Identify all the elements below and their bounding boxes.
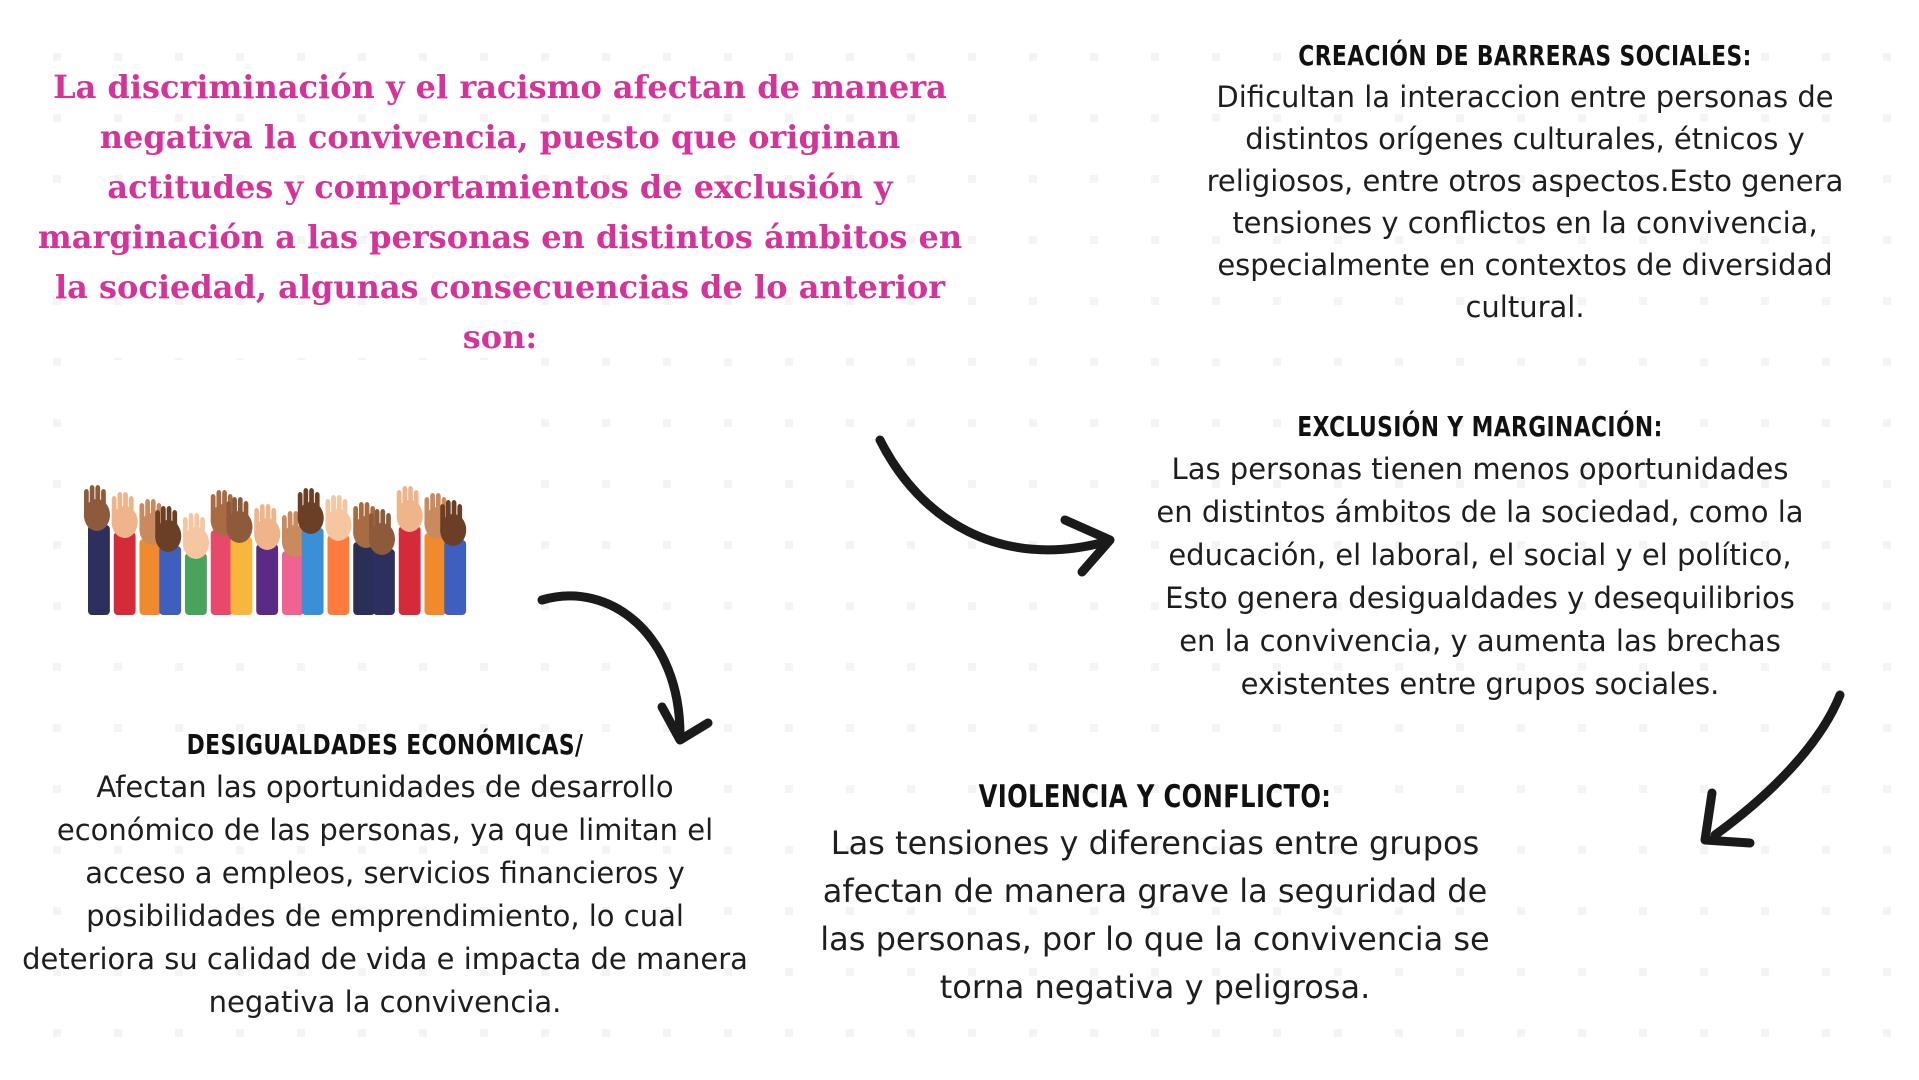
hand-finger xyxy=(331,495,336,521)
hand-finger xyxy=(303,488,308,514)
raised-arm xyxy=(88,525,110,615)
hand-finger xyxy=(216,490,221,516)
curved-arrow-icon xyxy=(530,585,730,755)
hand-finger xyxy=(112,496,117,522)
section-exclusion-marginacion xyxy=(1150,406,1810,706)
hand-finger xyxy=(227,501,232,527)
section-heading: VIOLENCIA Y CONFLICTO: xyxy=(978,779,1332,815)
hand-finger xyxy=(238,497,243,523)
hand-finger xyxy=(359,502,364,528)
raised-arm xyxy=(353,542,375,615)
hand-finger xyxy=(189,513,194,539)
hand-finger xyxy=(167,506,172,532)
section-body: Dificultan la interaccion entre personas de distintos orígenes culturales, étnicos y religiosos, entre otros aspectos.Esto genera tensiones y conflictos en la convivencia, especialmente en contextos de diversidad cultural. xyxy=(1206,80,1844,324)
hand-finger xyxy=(436,493,441,519)
hand-finger xyxy=(309,488,314,514)
section-barreras-sociales xyxy=(1200,36,1850,328)
hand-finger xyxy=(232,497,237,523)
hand-finger xyxy=(402,486,407,512)
section-violencia-conflicto xyxy=(820,775,1490,1011)
hand-finger xyxy=(457,504,462,530)
curved-arrow-icon xyxy=(1680,685,1860,855)
hand-finger xyxy=(375,509,380,535)
hand-finger xyxy=(95,485,100,511)
raised-arm xyxy=(328,535,350,615)
hand-finger xyxy=(244,501,249,527)
raised-hands-illustration xyxy=(80,455,480,615)
section-heading: CREACIÓN DE BARRERAS SOCIALES: xyxy=(1298,39,1752,72)
hand-finger xyxy=(129,496,134,522)
raised-arm xyxy=(140,539,162,615)
hand-finger xyxy=(271,508,276,534)
hand-finger xyxy=(194,513,199,539)
raised-arm xyxy=(399,526,421,615)
hand-finger xyxy=(200,517,205,543)
hand-finger xyxy=(315,492,320,518)
hand-finger xyxy=(172,510,177,536)
hand-finger xyxy=(254,508,259,534)
hand-finger xyxy=(408,486,413,512)
intro-paragraph xyxy=(30,62,970,362)
hand-finger xyxy=(151,499,156,525)
hand-finger xyxy=(161,506,166,532)
hand-finger xyxy=(123,492,128,518)
curved-arrow-icon xyxy=(860,430,1120,590)
hand-finger xyxy=(293,511,298,537)
hand-finger xyxy=(266,504,271,530)
hand-finger xyxy=(414,490,419,516)
section-heading: DESIGUALDADES ECONÓMICAS/ xyxy=(186,728,584,761)
hand-finger xyxy=(117,492,122,518)
raised-arm xyxy=(373,549,395,615)
hand-finger xyxy=(397,490,402,516)
raised-arm xyxy=(302,528,324,615)
hand-finger xyxy=(343,499,348,525)
hand-finger xyxy=(183,517,188,543)
intro-text: La discriminación y el racismo afectan de manera negativa la convivencia, puesto que originan actitudes y comportamientos de exclusión y marginación a las personas en distintos ámbitos en la sociedad, algunas consecuencias de lo anterior son: xyxy=(37,68,963,356)
hand-finger xyxy=(369,513,374,539)
raised-arm xyxy=(185,553,207,615)
raised-arm xyxy=(444,540,466,615)
hand-finger xyxy=(430,493,435,519)
raised-arm xyxy=(282,551,304,615)
hand-finger xyxy=(288,511,293,537)
hand-finger xyxy=(446,500,451,526)
hand-finger xyxy=(353,506,358,532)
raised-arm xyxy=(159,546,181,615)
hand-finger xyxy=(84,489,89,515)
section-body: Las personas tienen menos oportunidades en distintos ámbitos de la sociedad, como la educación, el laboral, el social y el político, Esto genera desigualdades y desequilibrios en la convivencia, y aumenta las brechas existentes entre grupos sociales. xyxy=(1156,452,1804,701)
hand-finger xyxy=(90,485,95,511)
hand-finger xyxy=(282,515,287,541)
hand-finger xyxy=(155,510,160,536)
hand-finger xyxy=(145,499,150,525)
hand-finger xyxy=(298,492,303,518)
hand-finger xyxy=(380,509,385,535)
hand-finger xyxy=(260,504,265,530)
hand-finger xyxy=(101,489,106,515)
hand-finger xyxy=(386,513,391,539)
raised-arm xyxy=(256,544,278,615)
hand-finger xyxy=(440,504,445,530)
hand-finger xyxy=(452,500,457,526)
hand-finger xyxy=(211,494,216,520)
section-body: Las tensiones y diferencias entre grupos afectan de manera grave la seguridad de las personas, por lo que la convivencia se torna negativa y peligrosa. xyxy=(820,824,1490,1006)
raised-arm xyxy=(211,530,233,615)
hand-finger xyxy=(222,490,227,516)
hand-finger xyxy=(337,495,342,521)
hand-finger xyxy=(140,503,145,529)
section-body: Afectan las oportunidades de desarrollo económico de las personas, ya que limitan el acceso a empleos, servicios financieros y posibilidades de emprendimiento, lo cual deteriora su calidad de vida e impacta de manera negativa la convivencia. xyxy=(22,770,748,1019)
section-heading: EXCLUSIÓN Y MARGINACIÓN: xyxy=(1297,410,1663,443)
raised-arm xyxy=(425,533,447,615)
raised-arm xyxy=(114,532,136,615)
hand-finger xyxy=(365,502,370,528)
raised-arm xyxy=(231,537,253,615)
hand-finger xyxy=(326,499,331,525)
section-desigualdades-economicas xyxy=(20,724,750,1024)
hand-finger xyxy=(425,497,430,523)
